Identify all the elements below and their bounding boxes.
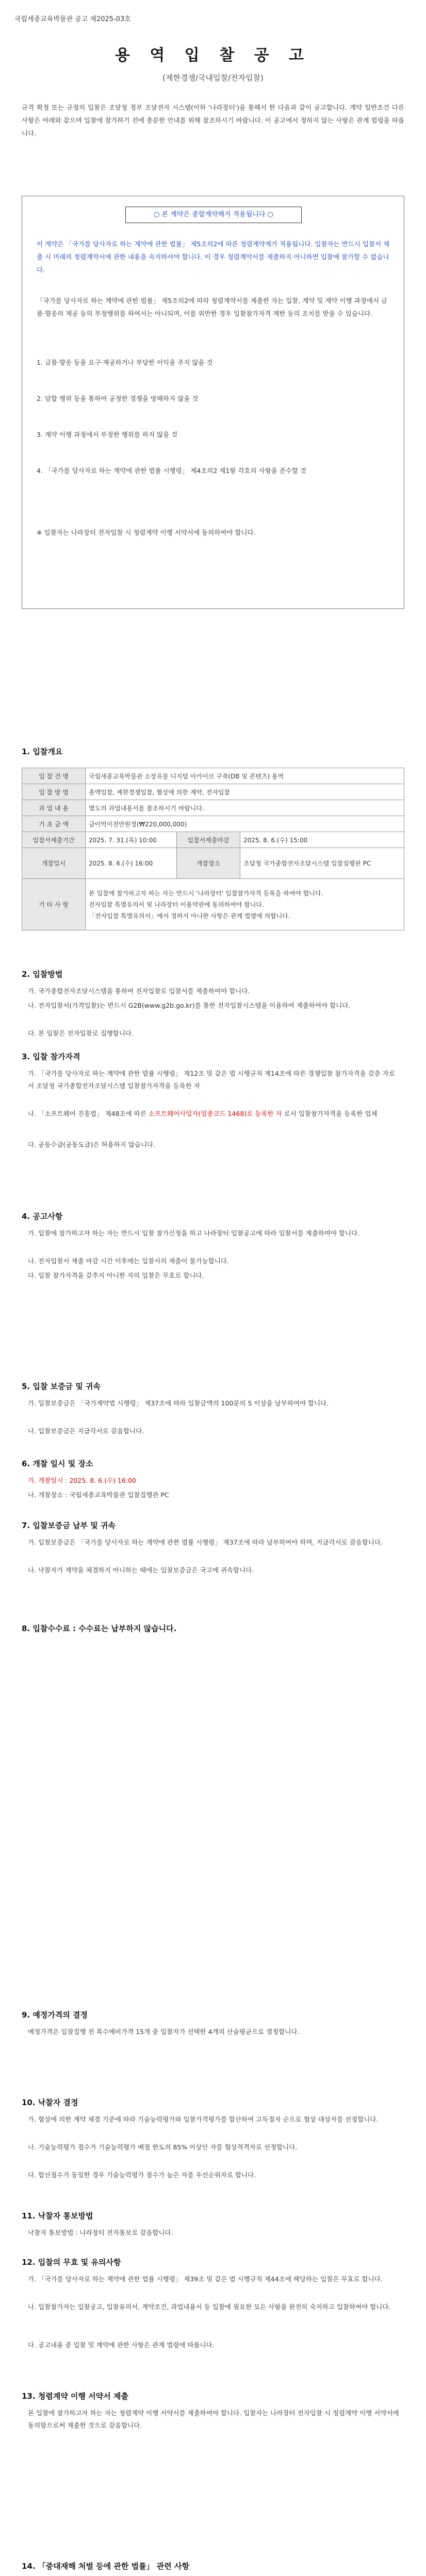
schedule-close: 2025. 8. 6.(수) 15:00 <box>240 832 404 848</box>
row-label: 입 찰 건 명 <box>22 768 86 784</box>
row-value: 총액입찰, 제한경쟁입찰, 협상에 의한 계약, 전자입찰 <box>86 784 404 800</box>
integrity-notice-line1: 이 계약은 「국가를 당사자로 하는 계약에 관한 법률」 제5조의2에 따른 청렴계약제가 적용됩니다. 입찰자는 반드시 입찰서 제출 시 미래의 청렴계약서에 관한 내용을 숙지하셔야 합니다. 이 경우 청렴계약서를 제출하지 아니하면 입찰에 참가할 수 없습니다. <box>37 240 390 274</box>
row-label: 입 찰 방 법 <box>22 784 86 800</box>
section-line: 다. 본 입찰은 전자입찰로 집행합니다. <box>28 1029 134 1037</box>
section-line: 나. 전자입찰서(가격입찰)는 반드시 G2B(www.g2b.go.kr)를 통한 전자입찰시스템을 이용하여 제출하여야 합니다. <box>28 1002 351 1009</box>
schedule-open: 2025. 7. 31.(목) 10:00 <box>86 832 177 848</box>
section-heading: 2. 입찰방법 <box>22 970 63 979</box>
row-value: 국립세종교육박물관 소장유물 디지털 아카이브 구축(DB 및 콘텐츠) 용역 <box>86 768 404 784</box>
row-label: 기 초 금 액 <box>22 816 86 832</box>
other-line: 전자입찰 특별유의서 및 나라장터 이용약관에 동의하여야 합니다. <box>89 901 264 908</box>
section-heading: 6. 개찰 일시 및 장소 <box>22 1459 93 1468</box>
open-place: 조달청 국가종합전자조달시스템 입찰집행관 PC <box>240 848 404 879</box>
section-line: 다. 입찰 참가자격을 갖추지 아니한 자의 입찰은 무효로 합니다. <box>28 1272 204 1279</box>
integrity-notice-line2: 「국가를 당사자로 하는 계약에 관한 법률」 제5조의2에 따라 청렴계약서를 제출한 자는 입찰, 계약 및 계약 이행 과정에서 금품·향응의 제공 등의 부정행위를 하여서는 아니되며, 이를 위반한 경우 입찰참가자격 제한 등의 조치를 받을 수 있습니다. <box>37 297 387 317</box>
open-place-label: 개찰장소 <box>176 848 240 879</box>
other-line: 본 입찰에 참가하고자 하는 자는 반드시 '나라장터' 입찰참가자격 등록을 하여야 합니다. <box>89 889 323 897</box>
section-heading: 10. 낙찰자 결정 <box>22 2098 78 2107</box>
section-heading: 4. 공고사항 <box>22 1212 63 1221</box>
open-label: 개찰일시 <box>22 848 86 879</box>
section-line: 낙찰자 통보방법 : 나라장터 전자통보로 갈음합니다. <box>28 2229 173 2236</box>
section-line: 가. 「국가를 당사자로 하는 계약에 관한 법률 시행령」 제12조 및 같은 법 시행규칙 제14조에 따른 경쟁입찰 참가자격을 갖춘 자로서 조달청 국가종합전자조달시스템 입찰참가자격을 등록한 자 <box>28 1070 395 1090</box>
section-line: 나. 입찰참가자는 입찰공고, 입찰유의서, 계약조건, 과업내용서 등 입찰에 필요한 모든 사항을 완전히 숙지하고 입찰하여야 합니다. <box>28 2303 391 2311</box>
section-line: 가. 「국가를 당사자로 하는 계약에 관한 법률 시행령」 제39조 및 같은 법 시행규칙 제44조에 해당하는 입찰은 무효로 합니다. <box>28 2275 383 2283</box>
section-line: 나. 기술능력평가 점수가 기술능력평가 배점 한도의 85% 이상인 자를 협상적격자로 선정합니다. <box>28 2143 298 2151</box>
schedule-label: 입찰서제출기간 <box>22 832 86 848</box>
section-heading: 12. 입찰의 무효 및 유의사항 <box>22 2258 121 2267</box>
section-heading: 9. 예정가격의 결정 <box>22 2010 88 2020</box>
line-suffix: 로서 입찰참가자격을 등록한 업체 <box>282 1110 378 1117</box>
integrity-notice-title: ○ 본 계약은 종합계약해지 적용됩니다 ○ <box>125 207 302 223</box>
section-line: 가. 입찰보증금은 「국가계약법 시행령」 제37조에 따라 입찰금액의 100분의 5 이상을 납부하여야 합니다. <box>28 1399 329 1407</box>
page-subtitle: (제한경쟁/국내입찰/전자입찰) <box>162 73 264 82</box>
open-date-line: 가. 개찰일시 : 2025. 8. 6.(수) 16:00 <box>28 1477 136 1484</box>
section-heading: 13. 청렴계약 이행 서약서 제출 <box>22 2392 128 2401</box>
integrity-footnote: ※ 입찰자는 나라장터 전자입찰 시 청렴계약 이행 서약서에 동의하여야 합니다. <box>37 529 256 536</box>
section-line <box>28 1108 399 1120</box>
red-highlight: 소프트웨어사업자(업종코드 1468)로 등록한 자 <box>148 1110 282 1117</box>
section-heading: 8. 입찰수수료 : 수수료는 납부하지 않습니다. <box>22 1624 177 1633</box>
integrity-item: 3. 계약 이행 과정에서 부정한 행위를 하지 않을 것 <box>37 431 178 438</box>
bid-overview-table <box>22 768 404 930</box>
open-value: 2025. 8. 6.(수) 16:00 <box>86 848 177 879</box>
section-line: 예정가격은 입찰집행 전 복수예비가격 15개 중 입찰자가 선택한 4개의 산술평균으로 결정합니다. <box>28 2028 300 2036</box>
section-heading: 7. 입찰보증금 납부 및 귀속 <box>22 1521 116 1530</box>
section-line: 가. 입찰에 참가하고자 하는 자는 반드시 입찰 참가신청을 하고 나라장터 입찰공고에 따라 입찰서를 제출하여야 합니다. <box>28 1229 360 1237</box>
section-line: 가. 국가종합전자조달시스템을 통하여 전자입찰로 입찰서를 제출하여야 합니다. <box>28 987 250 995</box>
integrity-item: 2. 담합 행위 등을 통하여 공정한 경쟁을 방해하지 않을 것 <box>37 395 199 402</box>
section-heading: 14. 「중대재해 처벌 등에 관한 법률」 관련 사항 <box>22 2562 189 2571</box>
open-place-line: 나. 개찰장소 : 국립세종교육박물관 입찰집행관 PC <box>28 1491 169 1499</box>
row-label: 과 업 내 용 <box>22 800 86 816</box>
section-line: 나. 전자입찰서 제출 마감 시간 이후에는 입찰서의 제출이 불가능합니다. <box>28 1257 229 1265</box>
section-heading: 11. 낙찰자 통보방법 <box>22 2211 93 2221</box>
section-line: 가. 협상에 의한 계약 체결 기준에 따라 기술능력평가와 입찰가격평가를 합산하여 고득점자 순으로 협상 대상자를 선정합니다. <box>28 2115 379 2123</box>
notice-number: 국립세종교육박물관 공고 제2025-03호 <box>14 15 131 23</box>
section-line: 다. 공동수급(공동도급)은 허용하지 않습니다. <box>28 1141 155 1148</box>
section-line: 다. 공고내용 중 입찰 및 계약에 관한 사항은 관계 법령에 따릅니다. <box>28 2341 215 2349</box>
row-value: 금이억이천만원정(₩220,000,000) <box>86 816 404 832</box>
section-line: 나. 낙찰자가 계약을 체결하지 아니하는 때에는 입찰보증금은 국고에 귀속합니다. <box>28 1566 254 1574</box>
integrity-item: 1. 금품·향응 등을 요구·제공하거나 부당한 이익을 주지 않을 것 <box>37 359 213 366</box>
other-label: 기 타 사 항 <box>22 879 86 930</box>
section-line: 가. 입찰보증금은 「국가를 당사자로 하는 계약에 관한 법률 시행령」 제37조에 따라 납부하여야 하며, 지급각서로 갈음합니다. <box>28 1538 383 1546</box>
intro-paragraph: 규격 확정 또는 규정의 입찰은 조달청 정부 조달전자 시스템(이하 '나라장터')을 통해서 한 다음과 같이 공고합니다. 계약 일반조건 다른 사항은 아래와 같으며 입찰에 참가하기 전에 충분한 안내를 위해 참조하시기 바랍니다. 이 공고에서 정하지 않는 사항은 관계 법령을 따릅니다. <box>22 104 404 137</box>
line-prefix: 나. 「소프트웨어 진흥법」 제48조에 따른 <box>28 1110 149 1117</box>
page-title: 용 역 입 찰 공 고 <box>114 46 312 64</box>
section-heading: 5. 입찰 보증금 및 귀속 <box>22 1382 101 1391</box>
section-line: 본 입찰에 참가하고자 하는 자는 청렴계약 이행 서약서를 제출하여야 합니다. 입찰자는 나라장터 전자입찰 시 청렴계약 이행 서약서에 동의함으로써 제출한 것으로 갈음합니다. <box>28 2409 399 2429</box>
section-line: 나. 입찰보증금은 지급각서로 갈음합니다. <box>28 1427 144 1435</box>
section-heading: 1. 입찰개요 <box>22 747 63 756</box>
other-line: 「전자입찰 특별유의서」에서 정하지 아니한 사항은 관계 법령에 의합니다. <box>89 912 290 920</box>
section-line: 다. 합산점수가 동일한 경우 기술능력평가 점수가 높은 자를 우선순위자로 합니다. <box>28 2171 256 2179</box>
row-value: 별도의 과업내용서를 참조하시기 바랍니다. <box>86 800 404 816</box>
integrity-item: 4. 「국가를 당사자로 하는 계약에 관한 법률 시행령」 제4조의2 제1항 각호의 사항을 준수할 것 <box>37 467 306 474</box>
integrity-notice-box <box>22 196 404 609</box>
section-heading: 3. 입찰 참가자격 <box>22 1052 80 1061</box>
schedule-mid: 입찰서제출마감 <box>176 832 240 848</box>
